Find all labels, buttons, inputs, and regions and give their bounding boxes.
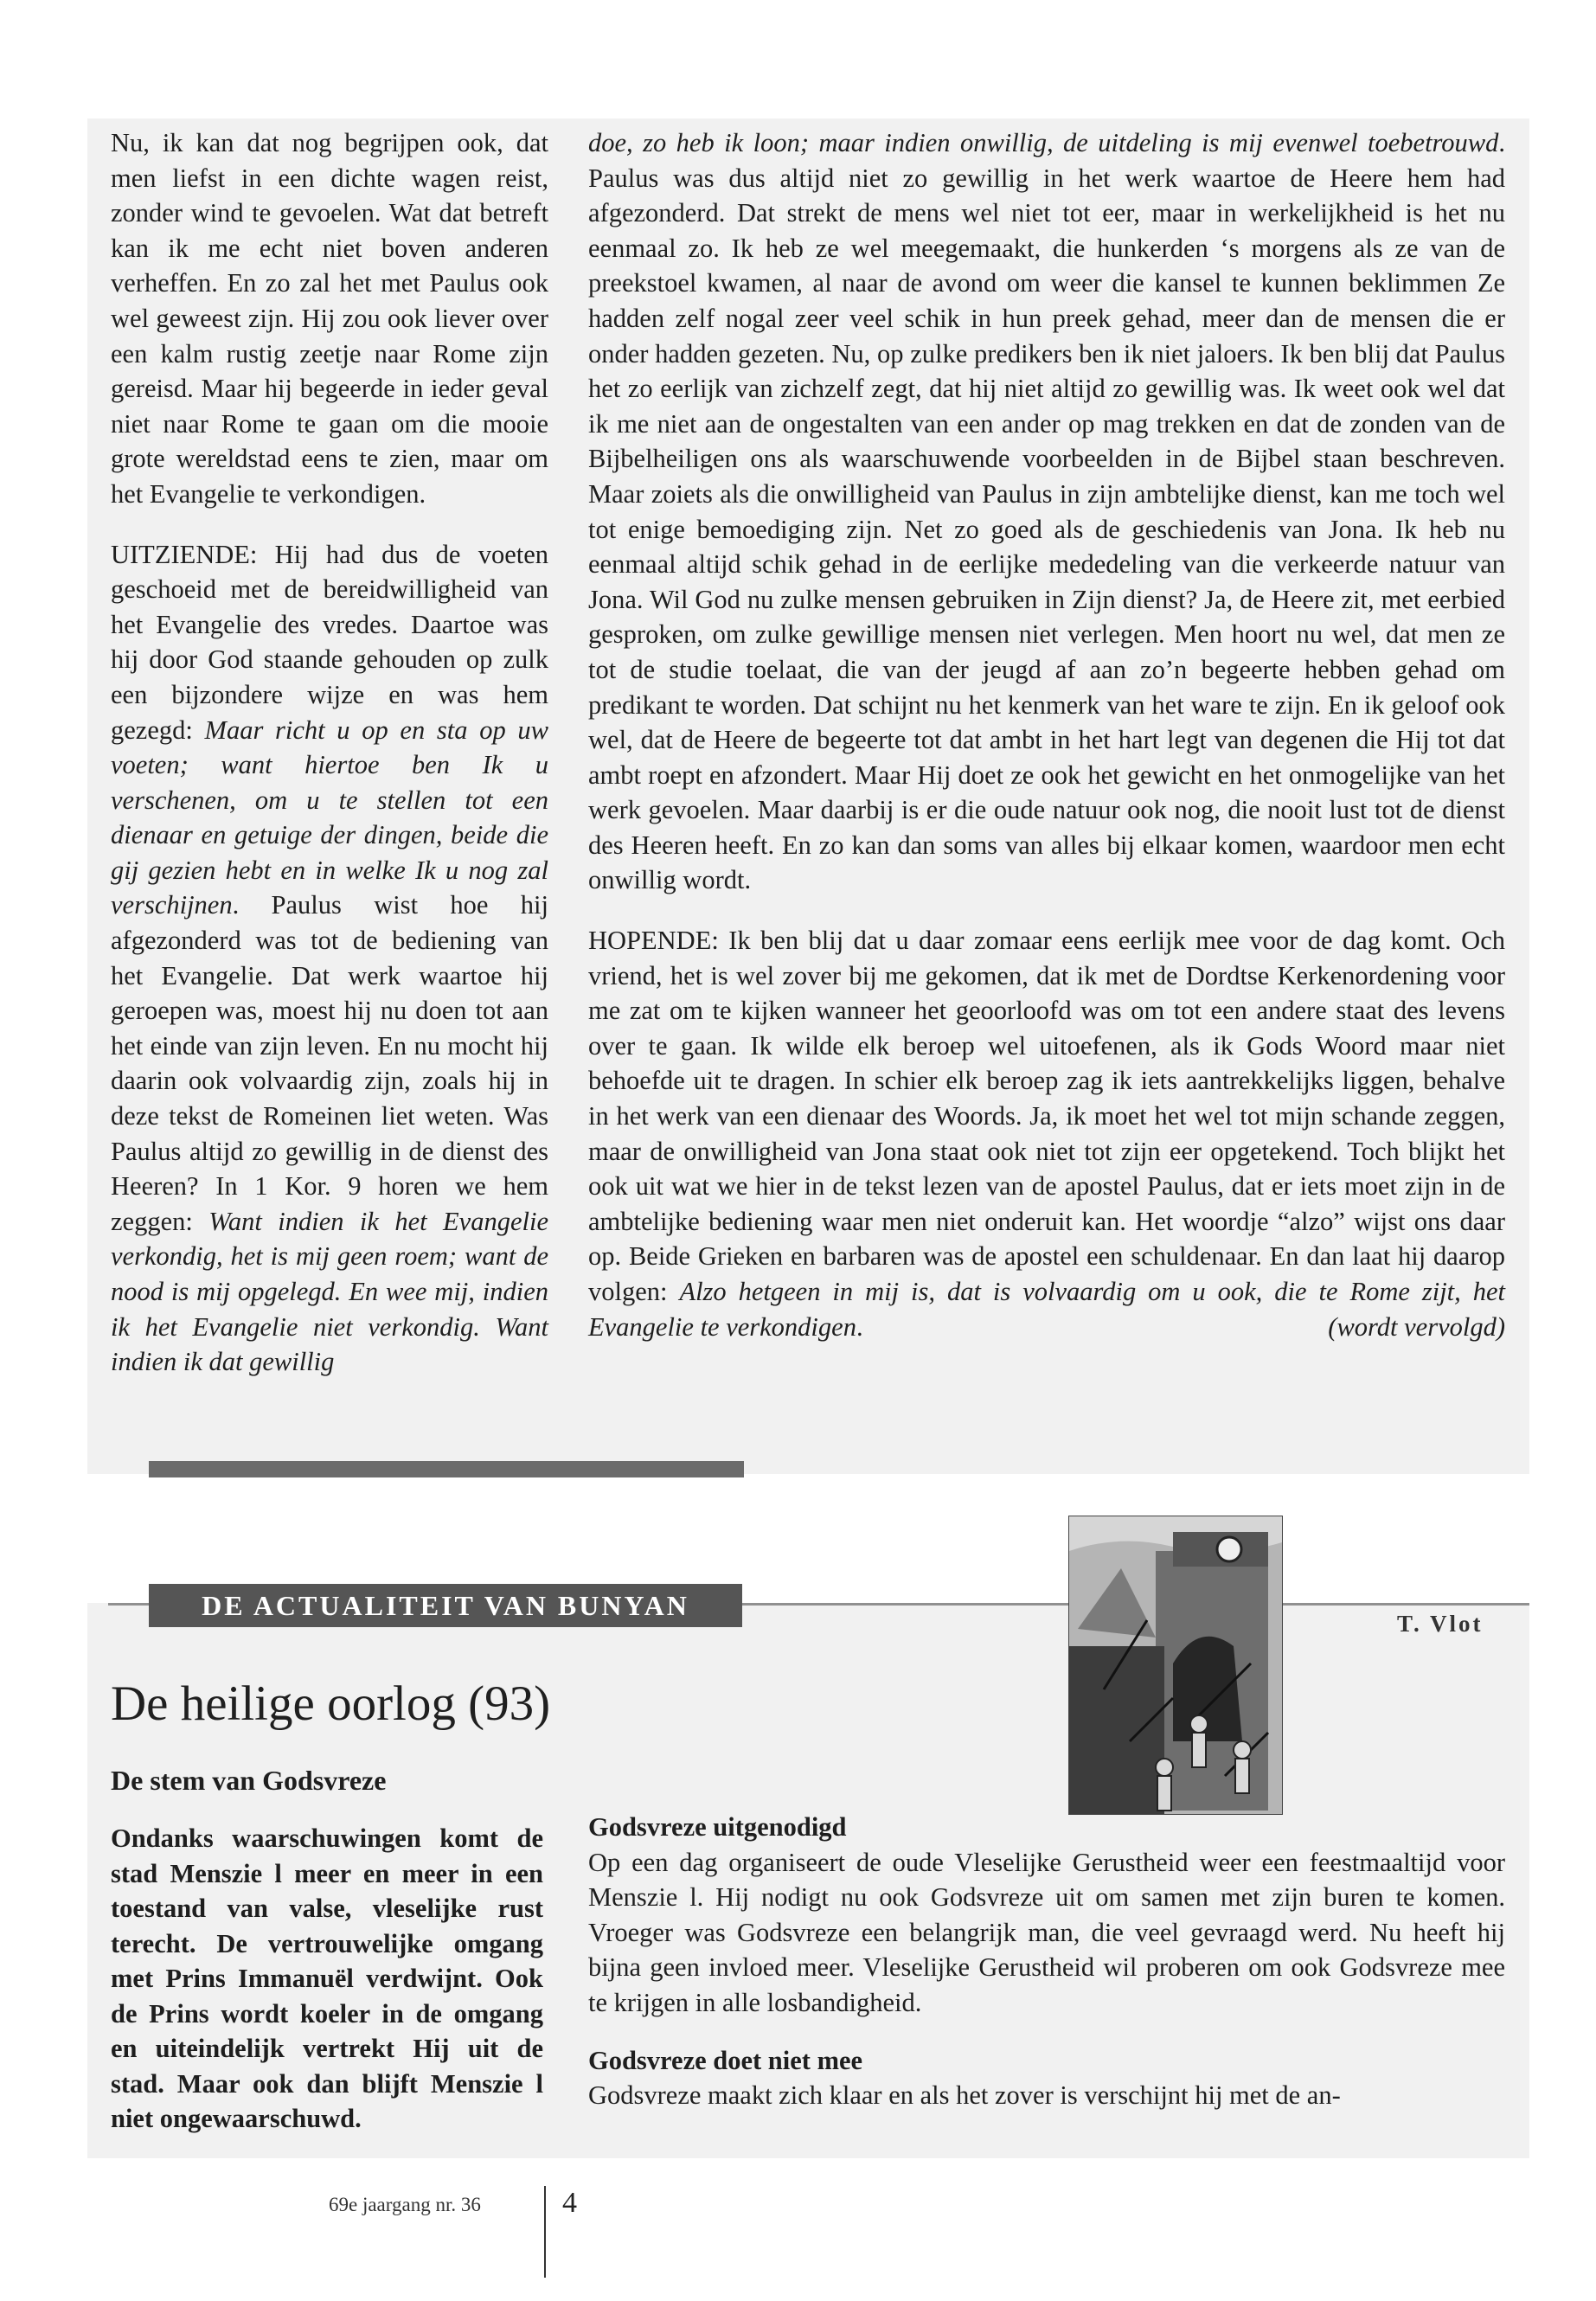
paragraph: Nu, ik kan dat nog begrijpen ook, dat men liefst in een dichte wagen reist, zonder wind te gevoelen. Wat dat betreft kan ik me echt niet boven anderen verheffen. En zo zal het met Paulus ook wel geweest zijn. Hij zou ook liever over een kalm rustig zeetje naar Rome zijn gereisd. Maar hij begeerde in ieder geval niet naar Rome te gaan om die mooie grote wereldstad eens te zien, maar om het Evangelie te verkondigen. [111, 128, 548, 509]
paragraph: UITZIENDE: Hij had dus de voeten geschoeid met de bereidwilligheid van het Evangelie des vredes. Daartoe was hij door God staande gehouden op zulk een bijzondere wijze en was hem gezegd: Maar richt u op en sta op uw voeten; want hiertoe ben Ik u verschenen, om u te stellen tot een dienaar en getuige der dingen, beide die gij gezien hebt en in welke Ik u nog zal verschijnen. Paulus wist hoe hij afgezonderd was tot de bediening van het Evangelie. Dat werk waartoe hij geroepen was, moest hij nu doen tot aan het einde van zijn leven. En nu mocht hij daarin ook volvaardig zijn, zoals hij in deze tekst de Romeinen liet weten. Was Paulus altijd zo gewillig in de dienst des Heeren? In 1 Kor. 9 horen we hem zeggen: Want indien ik het Evangelie verkondig, het is mij geen roem; want de nood is mij opgelegd. En wee mij, indien ik het Evangelie niet verkondig. Want indien ik dat gewillig [111, 539, 548, 1377]
continued-note: (wordt vervolgd) [1328, 1311, 1505, 1342]
subheading: Godsvreze uitgenodigd [588, 1812, 847, 1842]
scripture-quote: Maar richt u op en sta op uw voeten; want hiertoe ben Ik u verschenen, om u te stellen tot een dienaar en getuige der dingen, beide die gij gezien hebt en in welke Ik u nog zal verschijnen [111, 715, 548, 920]
scripture-quote: Want indien ik het Evangelie verkondig, het is mij geen roem; want de nood is mij opgelegd. En wee mij, indien ik het Evangelie niet verkondig. Want indien ik dat gewillig [111, 1206, 548, 1377]
scripture-quote: doe, zo heb ik loon; maar indien onwillig, de uitdeling is mij evenwel toebetrouwd [588, 128, 1499, 157]
issue-info: 69e jaargang nr. 36 [329, 2194, 481, 2215]
subheading: Godsvreze doet niet mee [588, 2045, 863, 2075]
article-subtitle: De stem van Godsvreze [111, 1765, 387, 1796]
woodcut-illustration [1068, 1516, 1283, 1815]
paragraph: HOPENDE: Ik ben blij dat u daar zomaar eens eerlijk mee voor de dag komt. Och vriend, het is wel zover bij me gekomen, dat ik met de Dordtse Kerkenordening voor me zat om te kijken wanneer het geoorloofd was om tot een andere staat des levens over te gaan. Ik wilde elk beroep wel uitoefenen, als ik Gods Woord maar niet behoefde uit te dragen. In schier elk beroep zag ik iets aantrekkelijks liggen, behalve in het werk van een dienaar des Woords. Ja, ik moet het wel tot mijn schande zeggen, maar de onwilligheid van Jona staat ook niet tot zijn eer opgetekend. Toch blijkt het ook uit wat we hier in de tekst lezen van de apostel Paulus, dat er iets moet zijn in de ambtelijke bediening waar men niet onderuit kan. Het woordje “alzo” wijst ons daar op. Beide Grieken en barbaren was de apostel een schuldenaar. En dan laat hij daarop volgen: Alzo hetgeen in mij is, dat is volvaardig om u ook, die te Rome zijt, het Evangelie te verkondigen. (wordt vervolgd) [588, 923, 1505, 1344]
page-number: 4 [562, 2187, 577, 2219]
paragraph: doe, zo heb ik loon; maar indien onwillig, de uitdeling is mij evenwel toebetrouwd. Paulus was dus altijd niet zo gewillig in het werk waartoe de Heere hem had afgezonderd. Dat strekt de mens wel niet tot eer, maar in werkelijkheid is het nu eenmaal zo. Ik heb ze wel meegemaakt, die hunkerden ‘s morgens als ze van de preekstoel kwamen, al naar de avond om weer die kansel te kunnen beklimmen Ze hadden zelf nogal zeer veel schik in hun preek gehad, meer dan de mensen die er onder hadden gezeten. Nu, op zulke predikers ben ik niet jaloers. Ik ben blij dat Paulus het zo eerlijk van zichzelf zegt, dat hij niet altijd zo gewillig was. Ik weet ook wel dat ik me niet aan de ongestalten van een ander op mag trekken en dat de zonden van de Bijbelheiligen ons als waarschuwende voorbeelden in de Bijbel staan beschreven. Maar zoiets als die onwilligheid van Paulus in zijn ambtelijke dienst, kan me toch wel tot enige bemoediging zijn. Net zo goed als de geschiedenis van Jona. Ik heb nu eenmaal altijd schik gehad in de eerlijke mededeling van die verkeerde natuur van Jona. Wil God nu zulke mensen gebruiken in Zijn dienst? Ja, de Heere zit, met eerbied gesproken, om zulke gewillige mensen niet verlegen. Men hoort nu wel, dat men ze tot de studie toelaat, die van der jeugd af aan zo’n begeerte hebben gehad om predikant te worden. Dat schijnt nu het kenmerk van het ware te zijn. En ik geloof ook wel, dat de Heere de begeerte tot dat ambt in het hart legt van degenen die Hij tot dat ambt roept en afzondert. Maar Hij doet ze ook het gewicht en het onmogelijke van het werk gevoelen. Maar daarbij is er die oude natuur ook nog, die nooit lust tot de dienst des Heeren heeft. En zo kan dan soms van alles bij elkaar komen, waardoor men echt onwillig wordt. [588, 128, 1505, 895]
divider-bar [149, 1461, 744, 1477]
article-title: De heilige oorlog (93) [111, 1676, 551, 1731]
scripture-quote: Alzo hetgeen in mij is, dat is volvaardig om u ook, die te Rome zijt, het Evangelie te verkondigen [588, 1277, 1505, 1342]
paragraph: Op een dag organiseert de oude Vleselijke Gerustheid weer een feestmaaltijd voor Menszie l. Hij nodigt nu ook Godsvreze uit om samen met zijn buren te komen. Vroeger was Godsvreze een belangrijk man, die veel gevraagd werd. Nu heeft hij bijna geen invloed meer. Vleselijke Gerustheid wil proberen om ook Godsvreze mee te krijgen in alle losbandigheid. [588, 1847, 1505, 2017]
paragraph: Godsvreze maakt zich klaar en als het zover is verschijnt hij met de an- [588, 2080, 1341, 2111]
left-column [111, 125, 548, 1405]
lead-paragraph: Ondanks waarschuwingen komt de stad Menszie l meer en meer in een toestand van valse, vleselijke rust terecht. De vertrouwelijke omgang met Prins Immanuël verdwijnt. Ook de Prins wordt koeler in de omgang en uiteindelijk vertrekt Hij uit de stad. Maar ook dan blijft Menszie l niet ongewaarschuwd. [111, 1823, 543, 2133]
author-name: T. Vlot [1397, 1611, 1484, 1637]
section-banner: DE ACTUALITEIT VAN BUNYAN [149, 1584, 742, 1627]
footer-divider [544, 2186, 546, 2278]
right-column [588, 125, 1505, 1369]
body-column [588, 1810, 1505, 2113]
